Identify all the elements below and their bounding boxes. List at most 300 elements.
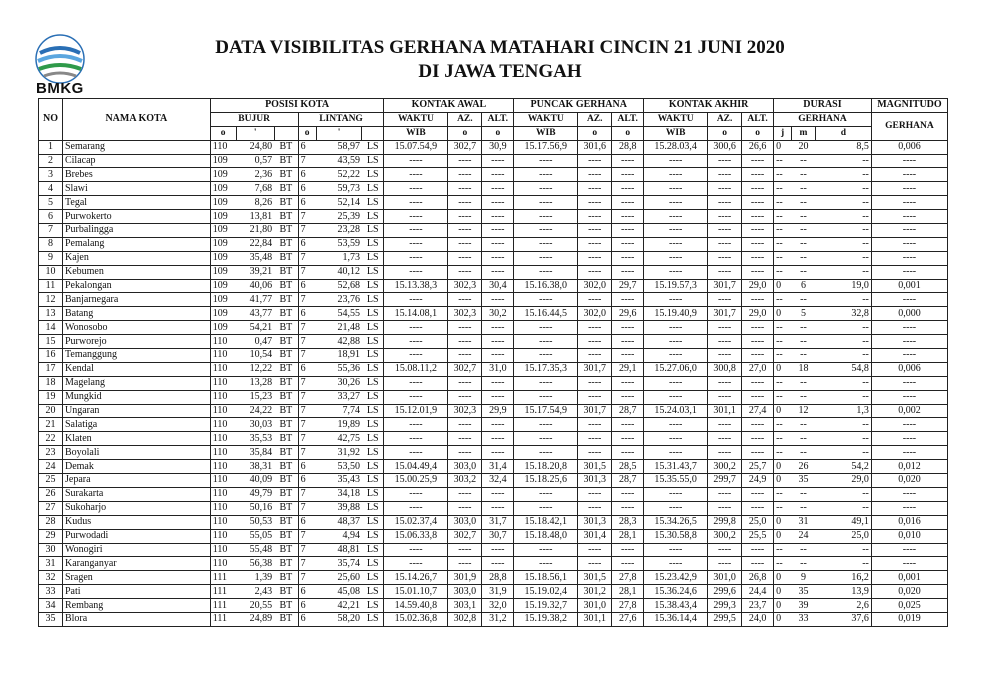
cell-lm: 42,21 [316, 599, 362, 613]
cell-kaz: 299,6 [708, 585, 742, 599]
cell-dm: -- [792, 376, 816, 390]
cell-aalt: ---- [482, 487, 514, 501]
cell-mag: 0,001 [871, 571, 947, 585]
table-row [39, 251, 948, 265]
logo-text: BMKG [36, 80, 84, 97]
cell-bm: 49,79 [236, 487, 274, 501]
cell-paz: ---- [578, 557, 612, 571]
cell-kw: ---- [644, 293, 708, 307]
cell-bh: BT [274, 224, 298, 238]
cell-bd: 110 [210, 487, 236, 501]
cell-lm: 53,59 [316, 237, 362, 251]
cell-dj: -- [774, 196, 792, 210]
cell-aaz: 302,3 [448, 404, 482, 418]
table-row [39, 293, 948, 307]
cell-kaz: ---- [708, 418, 742, 432]
cell-no: 20 [39, 404, 63, 418]
cell-pw: ---- [514, 168, 578, 182]
cell-bd: 109 [210, 154, 236, 168]
cell-palt: ---- [612, 154, 644, 168]
cell-dd: -- [816, 265, 872, 279]
cell-no: 19 [39, 390, 63, 404]
cell-dm: -- [792, 501, 816, 515]
cell-dj: -- [774, 321, 792, 335]
cell-bm: 24,89 [236, 612, 274, 626]
cell-pw: 15.17.54,9 [514, 404, 578, 418]
cell-kw: 15.27.06,0 [644, 362, 708, 376]
cell-ld: 7 [298, 446, 316, 460]
cell-bd: 110 [210, 349, 236, 363]
cell-dd: 25,0 [816, 529, 872, 543]
cell-kw: ---- [644, 237, 708, 251]
table-row [39, 543, 948, 557]
cell-aalt: ---- [482, 251, 514, 265]
cell-lh: LS [362, 265, 384, 279]
cell-aaz: 302,3 [448, 279, 482, 293]
cell-aw: ---- [384, 432, 448, 446]
cell-no: 32 [39, 571, 63, 585]
cell-bh: BT [274, 335, 298, 349]
cell-aaz: ---- [448, 251, 482, 265]
cell-mag: 0,020 [871, 474, 947, 488]
cell-lh: LS [362, 487, 384, 501]
cell-lh: LS [362, 224, 384, 238]
cell-bd: 110 [210, 335, 236, 349]
cell-lh: LS [362, 404, 384, 418]
cell-dd: -- [816, 557, 872, 571]
cell-kota: Wonogiri [62, 543, 210, 557]
cell-bm: 10,54 [236, 349, 274, 363]
cell-aw: 15.08.11,2 [384, 362, 448, 376]
cell-palt: 27,8 [612, 599, 644, 613]
cell-lm: 42,75 [316, 432, 362, 446]
cell-aaz: 302,7 [448, 140, 482, 154]
cell-bm: 0,57 [236, 154, 274, 168]
cell-mag: ---- [871, 501, 947, 515]
cell-bd: 110 [210, 390, 236, 404]
cell-dj: -- [774, 432, 792, 446]
cell-lm: 23,76 [316, 293, 362, 307]
cell-dm: 35 [792, 474, 816, 488]
cell-bd: 110 [210, 557, 236, 571]
cell-paz: ---- [578, 321, 612, 335]
cell-ld: 6 [298, 140, 316, 154]
cell-kaz: 301,7 [708, 279, 742, 293]
cell-bh: BT [274, 307, 298, 321]
cell-kw: ---- [644, 557, 708, 571]
table-row [39, 140, 948, 154]
cell-mag: ---- [871, 154, 947, 168]
cell-aalt: ---- [482, 210, 514, 224]
cell-lh: LS [362, 196, 384, 210]
cell-aaz: 302,8 [448, 612, 482, 626]
cell-bd: 110 [210, 362, 236, 376]
cell-lm: 48,81 [316, 543, 362, 557]
table-row [39, 529, 948, 543]
cell-kalt: 27,4 [742, 404, 774, 418]
cell-kalt: ---- [742, 168, 774, 182]
cell-dm: 26 [792, 460, 816, 474]
cell-lh: LS [362, 543, 384, 557]
table-row [39, 349, 948, 363]
cell-bm: 40,09 [236, 474, 274, 488]
cell-lh: LS [362, 474, 384, 488]
cell-kota: Pemalang [62, 237, 210, 251]
cell-ld: 7 [298, 390, 316, 404]
cell-paz: 301,3 [578, 515, 612, 529]
cell-bh: BT [274, 237, 298, 251]
cell-paz: ---- [578, 501, 612, 515]
cell-bh: BT [274, 321, 298, 335]
cell-pw: ---- [514, 321, 578, 335]
cell-kalt: ---- [742, 196, 774, 210]
cell-aw: ---- [384, 418, 448, 432]
cell-aalt: 30,7 [482, 529, 514, 543]
cell-lh: LS [362, 140, 384, 154]
cell-bh: BT [274, 168, 298, 182]
cell-ld: 6 [298, 307, 316, 321]
cell-dd: -- [816, 432, 872, 446]
cell-mag: 0,012 [871, 460, 947, 474]
cell-lh: LS [362, 237, 384, 251]
cell-aalt: 30,4 [482, 279, 514, 293]
cell-pw: 15.17.56,9 [514, 140, 578, 154]
cell-ld: 7 [298, 432, 316, 446]
cell-aw: ---- [384, 293, 448, 307]
cell-aw: ---- [384, 557, 448, 571]
cell-dd: 2,6 [816, 599, 872, 613]
cell-dm: 5 [792, 307, 816, 321]
cell-paz: ---- [578, 432, 612, 446]
cell-kw: ---- [644, 418, 708, 432]
cell-kota: Sragen [62, 571, 210, 585]
cell-aaz: ---- [448, 335, 482, 349]
cell-ld: 7 [298, 487, 316, 501]
cell-paz: 301,7 [578, 404, 612, 418]
cell-aaz: ---- [448, 487, 482, 501]
cell-aw: ---- [384, 182, 448, 196]
cell-lh: LS [362, 307, 384, 321]
cell-kalt: ---- [742, 224, 774, 238]
table-row [39, 599, 948, 613]
cell-palt: ---- [612, 543, 644, 557]
cell-kw: 15.19.40,9 [644, 307, 708, 321]
cell-palt: ---- [612, 237, 644, 251]
cell-aalt: ---- [482, 224, 514, 238]
cell-aaz: 303,0 [448, 585, 482, 599]
cell-palt: 29,6 [612, 307, 644, 321]
cell-pw: ---- [514, 251, 578, 265]
header-waktu-awal: WAKTU [384, 112, 448, 126]
cell-lm: 25,39 [316, 210, 362, 224]
cell-dm: 35 [792, 585, 816, 599]
header-alt-deg-awal: o [482, 126, 514, 140]
cell-bd: 109 [210, 168, 236, 182]
cell-aw: 14.59.40,8 [384, 599, 448, 613]
cell-lm: 33,27 [316, 390, 362, 404]
cell-kalt: 24,4 [742, 585, 774, 599]
cell-kaz: ---- [708, 376, 742, 390]
cell-lm: 31,92 [316, 446, 362, 460]
cell-bh: BT [274, 404, 298, 418]
cell-lm: 35,74 [316, 557, 362, 571]
cell-pw: ---- [514, 487, 578, 501]
cell-palt: ---- [612, 168, 644, 182]
cell-bm: 43,77 [236, 307, 274, 321]
cell-kw: 15.36.14,4 [644, 612, 708, 626]
cell-kw: ---- [644, 543, 708, 557]
cell-pw: 15.19.38,2 [514, 612, 578, 626]
cell-dm: 24 [792, 529, 816, 543]
cell-aw: ---- [384, 543, 448, 557]
cell-ld: 6 [298, 515, 316, 529]
cell-bd: 110 [210, 474, 236, 488]
cell-kaz: 300,2 [708, 529, 742, 543]
cell-paz: ---- [578, 237, 612, 251]
cell-ld: 6 [298, 612, 316, 626]
cell-kalt: 23,7 [742, 599, 774, 613]
cell-bm: 55,05 [236, 529, 274, 543]
cell-kalt: ---- [742, 557, 774, 571]
cell-ld: 6 [298, 599, 316, 613]
cell-kaz: ---- [708, 432, 742, 446]
cell-kalt: ---- [742, 154, 774, 168]
cell-kw: ---- [644, 168, 708, 182]
cell-aaz: 303,0 [448, 460, 482, 474]
header-puncak-gerhana: PUNCAK GERHANA [514, 99, 644, 113]
cell-aw: ---- [384, 335, 448, 349]
cell-aaz: ---- [448, 376, 482, 390]
cell-no: 5 [39, 196, 63, 210]
cell-bh: BT [274, 446, 298, 460]
cell-dj: -- [774, 265, 792, 279]
cell-dd: 32,8 [816, 307, 872, 321]
cell-bd: 110 [210, 515, 236, 529]
cell-no: 26 [39, 487, 63, 501]
cell-kalt: 26,8 [742, 571, 774, 585]
cell-aw: ---- [384, 224, 448, 238]
cell-kaz: ---- [708, 501, 742, 515]
table-body [39, 140, 948, 626]
cell-dd: -- [816, 501, 872, 515]
header-bujur-min: ' [236, 126, 274, 140]
cell-aw: ---- [384, 376, 448, 390]
cell-kota: Semarang [62, 140, 210, 154]
cell-mag: ---- [871, 293, 947, 307]
cell-no: 31 [39, 557, 63, 571]
cell-kota: Magelang [62, 376, 210, 390]
cell-kalt: ---- [742, 335, 774, 349]
cell-kaz: ---- [708, 168, 742, 182]
cell-kaz: ---- [708, 265, 742, 279]
cell-lh: LS [362, 251, 384, 265]
table-row [39, 196, 948, 210]
cell-kalt: ---- [742, 265, 774, 279]
cell-aalt: 30,9 [482, 140, 514, 154]
cell-aaz: ---- [448, 557, 482, 571]
cell-palt: ---- [612, 321, 644, 335]
table-row [39, 224, 948, 238]
cell-ld: 7 [298, 501, 316, 515]
cell-kw: ---- [644, 321, 708, 335]
cell-kota: Slawi [62, 182, 210, 196]
table-row [39, 376, 948, 390]
cell-lm: 45,08 [316, 585, 362, 599]
cell-mag: ---- [871, 321, 947, 335]
cell-no: 18 [39, 376, 63, 390]
cell-no: 25 [39, 474, 63, 488]
cell-ld: 7 [298, 404, 316, 418]
cell-kota: Kajen [62, 251, 210, 265]
cell-lh: LS [362, 612, 384, 626]
cell-bh: BT [274, 529, 298, 543]
cell-bh: BT [274, 515, 298, 529]
cell-ld: 6 [298, 474, 316, 488]
cell-ld: 6 [298, 237, 316, 251]
cell-palt: 28,1 [612, 529, 644, 543]
cell-pw: ---- [514, 432, 578, 446]
table-row [39, 335, 948, 349]
cell-aw: 15.14.08,1 [384, 307, 448, 321]
cell-aw: ---- [384, 168, 448, 182]
cell-lm: 4,94 [316, 529, 362, 543]
header-alt-awal: ALT. [482, 112, 514, 126]
cell-bm: 21,80 [236, 224, 274, 238]
table-row [39, 557, 948, 571]
cell-dj: 0 [774, 404, 792, 418]
cell-aw: ---- [384, 251, 448, 265]
cell-lh: LS [362, 446, 384, 460]
cell-aaz: ---- [448, 265, 482, 279]
cell-aaz: 302,7 [448, 362, 482, 376]
cell-bm: 24,22 [236, 404, 274, 418]
cell-lm: 58,20 [316, 612, 362, 626]
cell-kalt: ---- [742, 182, 774, 196]
cell-kw: ---- [644, 210, 708, 224]
cell-aaz: ---- [448, 293, 482, 307]
cell-kaz: ---- [708, 182, 742, 196]
cell-dd: -- [816, 349, 872, 363]
cell-ld: 7 [298, 321, 316, 335]
cell-bd: 110 [210, 418, 236, 432]
cell-pw: ---- [514, 376, 578, 390]
cell-mag: ---- [871, 237, 947, 251]
cell-mag: 0,025 [871, 599, 947, 613]
cell-dd: 13,9 [816, 585, 872, 599]
cell-bd: 110 [210, 529, 236, 543]
cell-dm: -- [792, 543, 816, 557]
cell-kw: 15.36.24,6 [644, 585, 708, 599]
cell-mag: ---- [871, 168, 947, 182]
header-magnitudo: MAGNITUDO [871, 99, 947, 113]
cell-mag: 0,010 [871, 529, 947, 543]
cell-kw: 15.31.43,7 [644, 460, 708, 474]
cell-bh: BT [274, 196, 298, 210]
cell-palt: 28,3 [612, 515, 644, 529]
header-durasi-j: j [774, 126, 792, 140]
cell-dj: -- [774, 501, 792, 515]
cell-palt: 27,6 [612, 612, 644, 626]
cell-aalt: 32,4 [482, 474, 514, 488]
cell-kota: Purwodadi [62, 529, 210, 543]
cell-bh: BT [274, 390, 298, 404]
cell-kalt: ---- [742, 418, 774, 432]
cell-mag: ---- [871, 418, 947, 432]
cell-mag: ---- [871, 251, 947, 265]
cell-dm: -- [792, 349, 816, 363]
header-kontak-akhir: KONTAK AKHIR [644, 99, 774, 113]
cell-kw: ---- [644, 390, 708, 404]
cell-bm: 20,55 [236, 599, 274, 613]
cell-aalt: ---- [482, 376, 514, 390]
cell-kaz: 299,5 [708, 612, 742, 626]
cell-kw: ---- [644, 265, 708, 279]
cell-no: 34 [39, 599, 63, 613]
cell-dd: -- [816, 293, 872, 307]
cell-aw: ---- [384, 501, 448, 515]
cell-mag: 0,006 [871, 362, 947, 376]
cell-mag: ---- [871, 487, 947, 501]
cell-palt: ---- [612, 432, 644, 446]
cell-kw: 15.34.26,5 [644, 515, 708, 529]
header-az-awal: AZ. [448, 112, 482, 126]
cell-bd: 110 [210, 501, 236, 515]
header-alt-deg-akhir: o [742, 126, 774, 140]
cell-kalt: ---- [742, 543, 774, 557]
cell-dd: 1,3 [816, 404, 872, 418]
cell-ld: 7 [298, 571, 316, 585]
cell-bd: 110 [210, 543, 236, 557]
header-posisi-kota: POSISI KOTA [210, 99, 384, 113]
cell-kalt: 25,7 [742, 460, 774, 474]
cell-pw: ---- [514, 335, 578, 349]
cell-dj: -- [774, 543, 792, 557]
cell-mag: ---- [871, 349, 947, 363]
cell-aalt: 30,2 [482, 307, 514, 321]
header-lintang: LINTANG [298, 112, 384, 126]
cell-dd: -- [816, 154, 872, 168]
cell-pw: ---- [514, 182, 578, 196]
cell-lm: 52,68 [316, 279, 362, 293]
cell-ld: 7 [298, 293, 316, 307]
cell-kota: Boyolali [62, 446, 210, 460]
cell-dj: 0 [774, 515, 792, 529]
cell-palt: ---- [612, 418, 644, 432]
cell-kw: ---- [644, 182, 708, 196]
cell-ld: 7 [298, 557, 316, 571]
cell-lm: 58,97 [316, 140, 362, 154]
cell-bh: BT [274, 571, 298, 585]
cell-kw: ---- [644, 154, 708, 168]
cell-pw: ---- [514, 265, 578, 279]
cell-kalt: ---- [742, 487, 774, 501]
cell-aalt: ---- [482, 293, 514, 307]
cell-aw: 15.01.10,7 [384, 585, 448, 599]
cell-kw: ---- [644, 376, 708, 390]
cell-kalt: 25,0 [742, 515, 774, 529]
cell-aalt: 31,0 [482, 362, 514, 376]
header-bujur: BUJUR [210, 112, 298, 126]
cell-lm: 7,74 [316, 404, 362, 418]
cell-paz: ---- [578, 543, 612, 557]
cell-ld: 7 [298, 265, 316, 279]
cell-aaz: ---- [448, 182, 482, 196]
cell-aalt: 28,8 [482, 571, 514, 585]
cell-no: 8 [39, 237, 63, 251]
cell-kalt: 24,0 [742, 612, 774, 626]
cell-aalt: 32,0 [482, 599, 514, 613]
cell-paz: 301,7 [578, 362, 612, 376]
